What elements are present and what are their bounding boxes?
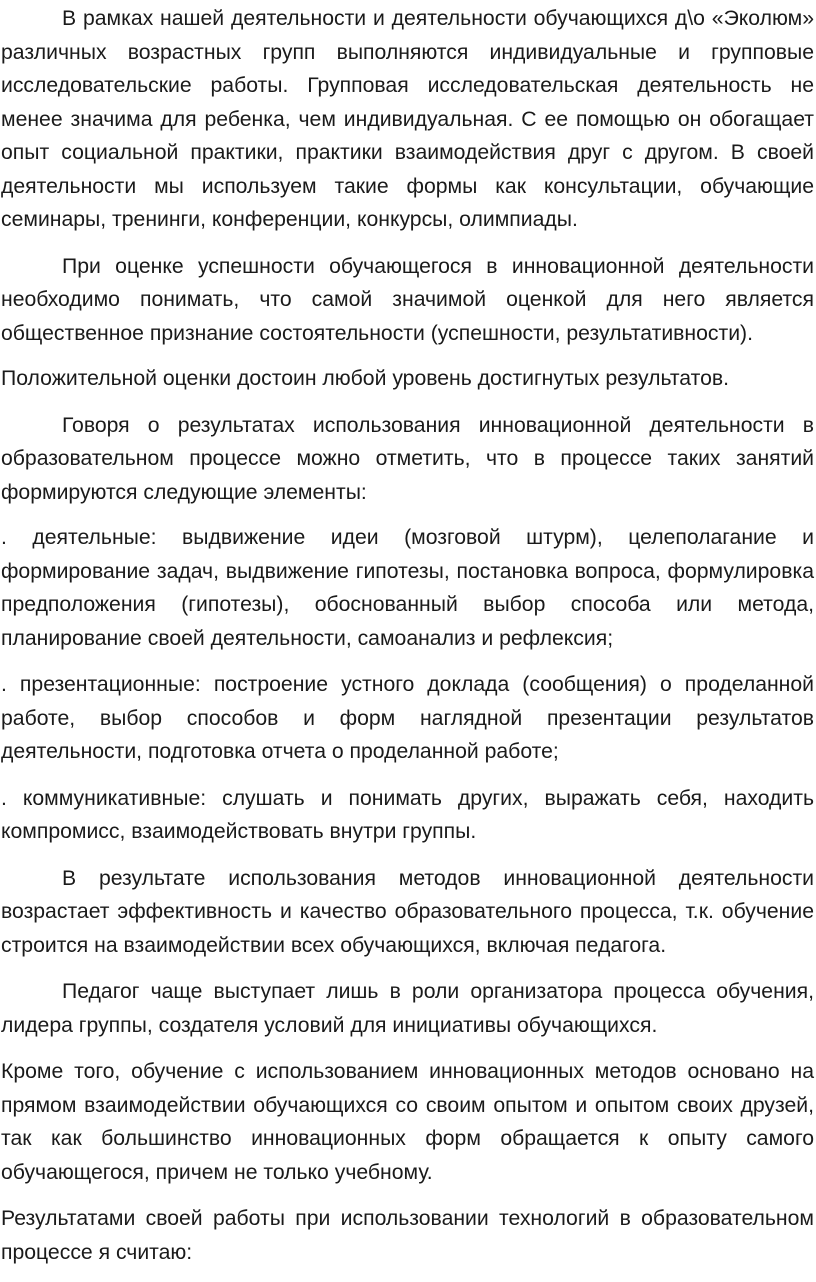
paragraph-experience-based: Кроме того, обучение с использованием инновационных методов основано на прямом взаимодействии обучающихся со своим опытом и опытом своих друзей, так как большинство инновационных форм обращается к опыту самого обучающегося, причем не только учебному. xyxy=(1,1060,814,1184)
list-item-presentation-elements: . презентационные: построение устного доклада (сообщения) о проделанной работе, выбор способов и форм наглядной презентации результатов деятельности, подготовка отчета о проделанной работе; xyxy=(1,673,814,763)
list-item-activity-elements: . деятельные: выдвижение идеи (мозговой штурм), целеполагание и формирование задач, выдвижение гипотезы, постановка вопроса, формулировка предположения (гипотезы), обоснованный выбор способа или метода, планирование своей деятельности, самоанализ и рефлексия; xyxy=(1,526,814,650)
paragraph-success-assessment: При оценке успешности обучающегося в инновационной деятельности необходимо понимать, что самой значимой оценкой для него является общественное признание состоятельности (успешности, результативности). xyxy=(1,254,814,345)
list-item-communication-elements: . коммуникативные: слушать и понимать других, выражать себя, находить компромисс, взаимодействовать внутри группы. xyxy=(1,786,814,843)
paragraph-results-conclusion: Результатами своей работы при использовании технологий в образовательном процессе я считаю: xyxy=(1,1207,814,1264)
paragraph-positive-assessment: Положительной оценки достоин любой уровень достигнутых результатов. xyxy=(1,367,730,390)
paragraph-teacher-role: Педагог чаще выступает лишь в роли организатора процесса обучения, лидера группы, создателя условий для инициативы обучающихся. xyxy=(1,980,814,1037)
paragraph-efficiency: В результате использования методов инновационной деятельности возрастает эффективность и качество образовательного процесса, т.к. обучение строится на взаимодействии всех обучающихся, включая педагога. xyxy=(1,866,814,957)
paragraph-results-intro: Говоря о результатах использования инновационной деятельности в образовательном процессе можно отметить, что в процессе таких занятий формируются следующие элементы: xyxy=(1,413,814,504)
paragraph-research-activity: В рамках нашей деятельности и деятельности обучающихся д\о «Эколюм» различных возрастных групп выполняются индивидуальные и групповые исследовательские работы. Групповая исследовательская деятельность не менее значима для ребенка, чем индивидуальная. С ее помощью он обогащает опыт социальной практики, практики взаимодействия друг с другом. В своей деятельности мы используем такие формы как консультации, обучающие семинары, тренинги, конференции, конкурсы, олимпиады. xyxy=(1,7,814,231)
